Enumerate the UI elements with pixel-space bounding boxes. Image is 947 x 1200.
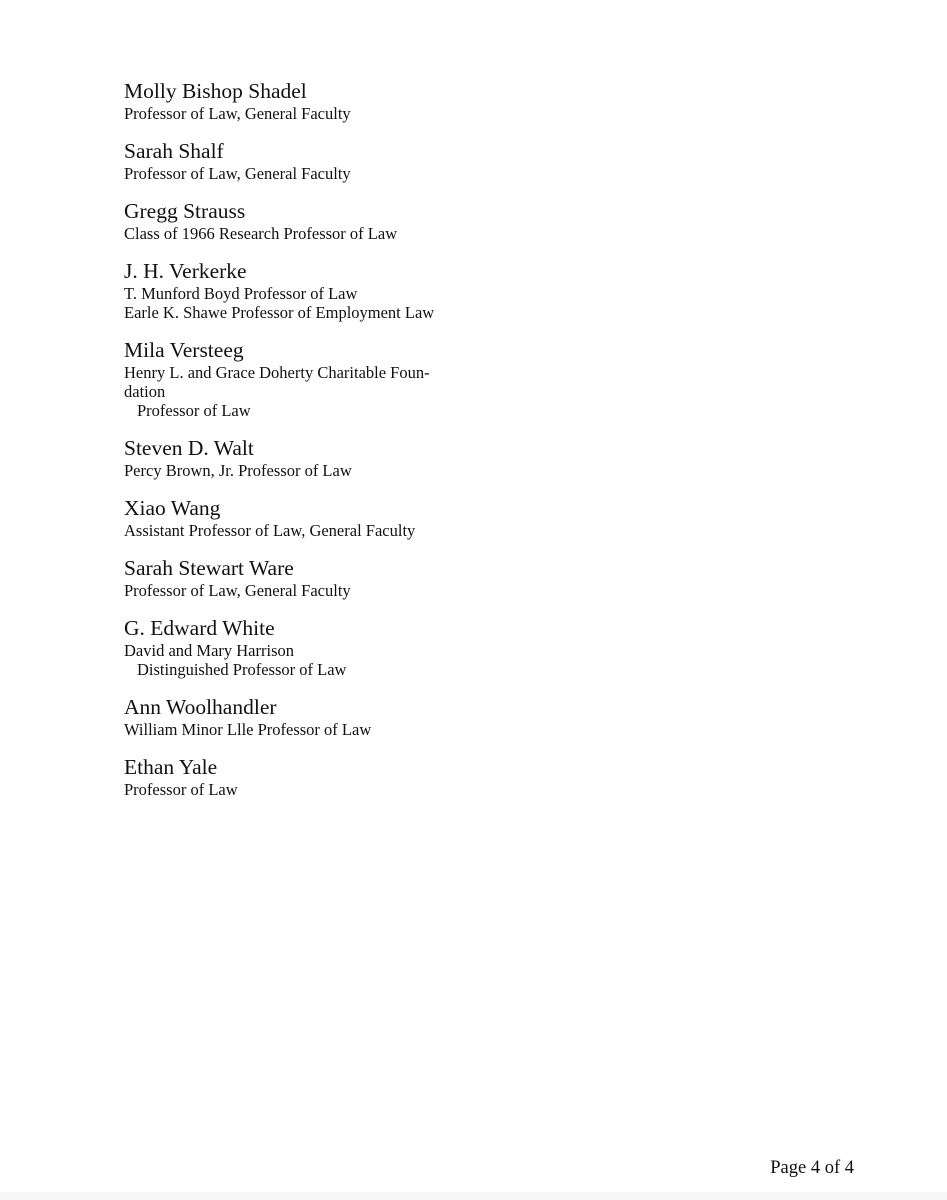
- faculty-name: Ethan Yale: [124, 755, 218, 779]
- faculty-title: Earle K. Shawe Professor of Employment Law: [124, 303, 435, 322]
- page-number: Page 4 of 4: [770, 1158, 854, 1178]
- faculty-title: Distinguished Professor of Law: [137, 660, 347, 679]
- faculty-title: Percy Brown, Jr. Professor of Law: [124, 461, 352, 480]
- faculty-title: William Minor Llle Professor of Law: [124, 720, 372, 739]
- faculty-name: Sarah Stewart Ware: [124, 556, 294, 580]
- faculty-entry: [124, 138, 484, 183]
- faculty-entry: [124, 555, 484, 600]
- faculty-entry: [124, 495, 484, 540]
- faculty-list: [124, 78, 484, 814]
- faculty-title: Professor of Law, General Faculty: [124, 581, 351, 600]
- faculty-title: Professor of Law: [124, 780, 238, 799]
- faculty-entry: [124, 615, 484, 679]
- faculty-name: G. Edward White: [124, 616, 275, 640]
- faculty-entry: [124, 754, 484, 799]
- faculty-title: T. Munford Boyd Professor of Law: [124, 284, 358, 303]
- faculty-title: Professor of Law: [137, 401, 251, 420]
- faculty-name: Molly Bishop Shadel: [124, 79, 307, 103]
- faculty-name: Xiao Wang: [124, 496, 221, 520]
- faculty-name: Steven D. Walt: [124, 436, 254, 460]
- faculty-entry: [124, 337, 484, 420]
- faculty-title: Henry L. and Grace Doherty Charitable Foun-: [124, 363, 430, 382]
- faculty-title: Professor of Law, General Faculty: [124, 164, 351, 183]
- page-bottom-edge: [0, 1192, 947, 1200]
- faculty-entry: [124, 78, 484, 123]
- faculty-name: Gregg Strauss: [124, 199, 246, 223]
- faculty-entry: [124, 435, 484, 480]
- faculty-title: Class of 1966 Research Professor of Law: [124, 224, 398, 243]
- faculty-title: Assistant Professor of Law, General Faculty: [124, 521, 416, 540]
- faculty-title: Professor of Law, General Faculty: [124, 104, 351, 123]
- faculty-name: Mila Versteeg: [124, 338, 244, 362]
- faculty-entry: [124, 258, 484, 322]
- faculty-entry: [124, 198, 484, 243]
- faculty-name: Sarah Shalf: [124, 139, 224, 163]
- faculty-title: David and Mary Harrison: [124, 641, 294, 660]
- faculty-name: J. H. Verkerke: [124, 259, 247, 283]
- faculty-name: Ann Woolhandler: [124, 695, 277, 719]
- faculty-entry: [124, 694, 484, 739]
- faculty-title: dation: [124, 382, 166, 401]
